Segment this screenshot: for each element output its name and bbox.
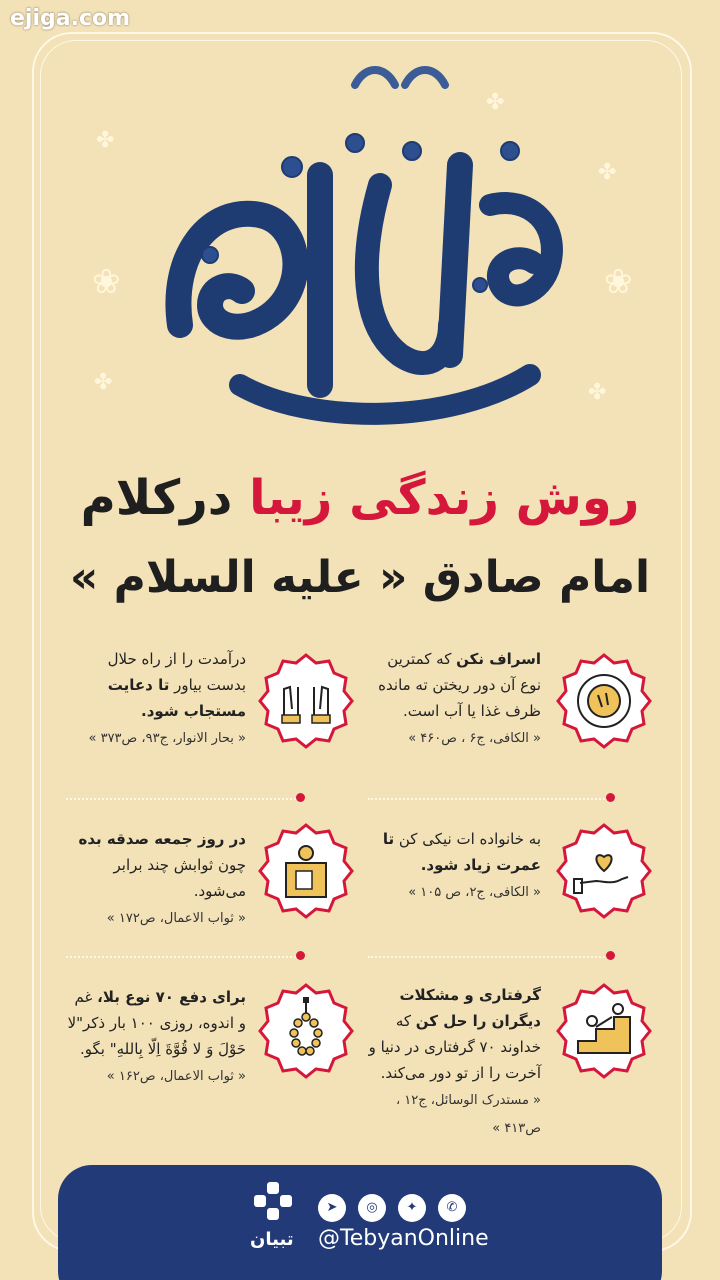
praying-hands-icon bbox=[258, 653, 354, 749]
card-bold-text: در روز جمعه صدقه بده bbox=[78, 830, 246, 848]
card-text: به خانواده ات نیکی کن bbox=[394, 830, 541, 848]
advice-card bbox=[66, 984, 246, 1090]
plate-icon bbox=[556, 653, 652, 749]
advice-card bbox=[366, 982, 541, 1142]
twitter-icon[interactable]: ✦ bbox=[398, 1194, 426, 1222]
ornament-icon: ✤ bbox=[588, 380, 607, 405]
advice-card bbox=[66, 646, 246, 752]
divider bbox=[66, 956, 296, 958]
ornament-icon: ✤ bbox=[486, 90, 505, 115]
card-bold-text: اسراف نکن bbox=[456, 650, 541, 668]
card-source: « ثواب الاعمال، ص۱۶۲ » bbox=[106, 1069, 246, 1084]
card-source: « مستدرک الوسائل، ج۱۲ ، ص۴۱۳ » bbox=[395, 1093, 541, 1136]
flower-ornament-icon: ❀ bbox=[92, 262, 121, 302]
divider-dot bbox=[296, 951, 305, 960]
divider-dot bbox=[606, 793, 615, 802]
rosary-icon bbox=[258, 983, 354, 1079]
instagram-icon[interactable]: ◎ bbox=[358, 1194, 386, 1222]
ornament-icon: ✤ bbox=[96, 128, 115, 153]
divider-dot bbox=[296, 793, 305, 802]
divider-dot bbox=[606, 951, 615, 960]
social-handle[interactable]: @TebyanOnline bbox=[318, 1226, 489, 1251]
card-source: « الکافی، ج۲، ص ۱۰۵ » bbox=[408, 885, 541, 900]
tebyan-logo-icon bbox=[252, 1180, 294, 1222]
charity-box-icon bbox=[258, 823, 354, 919]
calligraphy-emblem bbox=[150, 55, 580, 445]
ornament-icon: ✤ bbox=[94, 370, 113, 395]
page-subtitle: امام صادق « علیه السلام » bbox=[69, 552, 651, 603]
card-source: « الکافی، ج۶ ، ص۴۶۰ » bbox=[408, 731, 541, 746]
helping-climb-icon bbox=[556, 983, 652, 1079]
card-text: غم و اندوه، روزی ۱۰۰ بار ذکر"لا حَوْلَ وَ لا قُوَّةَ اِلّا بِاللهِ" بگو. bbox=[67, 988, 246, 1058]
ornament-icon: ✤ bbox=[598, 160, 617, 185]
footer-bar bbox=[58, 1165, 662, 1280]
title-rest: درکلام bbox=[80, 470, 250, 526]
page-title bbox=[60, 470, 660, 526]
heart-hand-icon bbox=[556, 823, 652, 919]
card-text: چون ثوابش چند برابر می‌شود. bbox=[113, 856, 246, 900]
card-bold-text: گرفتاری و مشکلات دیگران را حل کن bbox=[399, 986, 541, 1030]
card-source: « ثواب الاعمال، ص۱۷۲ » bbox=[106, 911, 246, 926]
card-text: که کمترین نوع آن دور ریختن ته مانده ظرف غذا یا آب است. bbox=[378, 650, 541, 720]
advice-card bbox=[366, 646, 541, 752]
telegram-icon[interactable]: ➤ bbox=[318, 1194, 346, 1222]
title-highlight: روش زندگی زیبا bbox=[249, 470, 640, 526]
advice-card bbox=[366, 826, 541, 906]
card-source: « بحار الانوار، ج۹۳، ص۳۷۳ » bbox=[88, 731, 246, 746]
card-bold-text: تا دعایت مستجاب شود. bbox=[107, 676, 246, 720]
divider bbox=[368, 798, 608, 800]
whatsapp-icon[interactable]: ✆ bbox=[438, 1194, 466, 1222]
card-text: که خداوند ۷۰ گرفتاری در دنیا و آخرت را از تو دور می‌کند. bbox=[368, 1012, 541, 1082]
card-text: درآمدت را از راه حلال بدست بیاور bbox=[107, 650, 246, 694]
watermark: ejiga.com bbox=[10, 6, 131, 31]
flower-ornament-icon: ❀ bbox=[604, 262, 633, 302]
advice-card bbox=[66, 826, 246, 932]
logo-label: تبیان bbox=[250, 1229, 294, 1250]
card-bold-text: تا عمرت زیاد شود. bbox=[382, 830, 541, 874]
divider bbox=[66, 798, 296, 800]
divider bbox=[368, 956, 608, 958]
card-bold-text: برای دفع ۷۰ نوع بلا، bbox=[97, 988, 246, 1006]
